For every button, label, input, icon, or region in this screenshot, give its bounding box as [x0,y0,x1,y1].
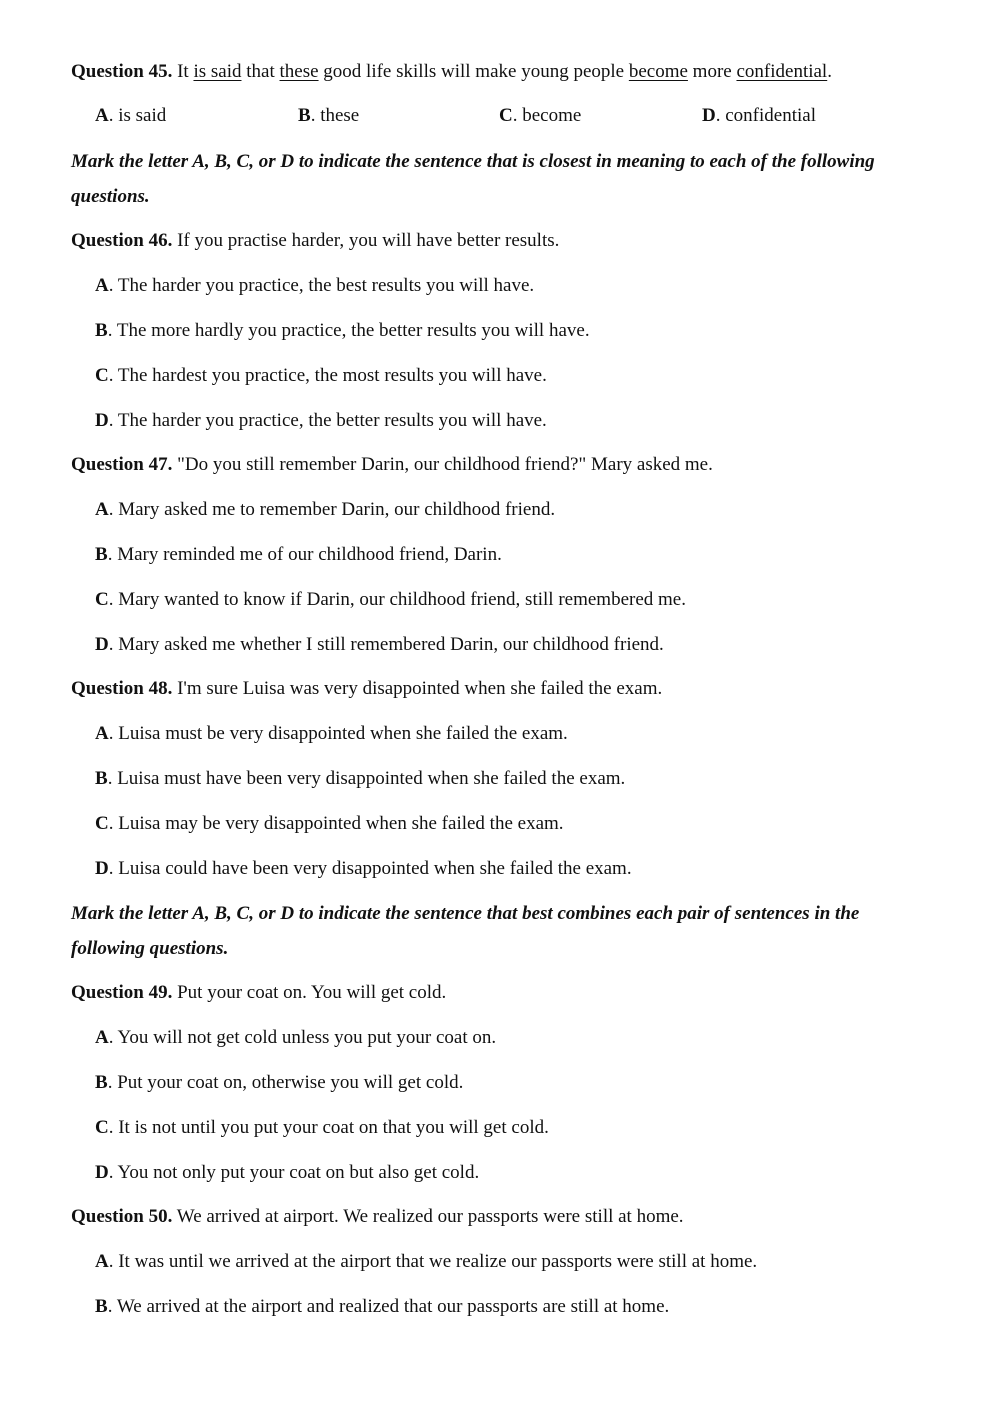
q46-option-b[interactable] [95,321,590,340]
q45-option-d-text: . confidential [715,105,816,126]
q46-option-c-text: . The hardest you practice, the most results you will have. [108,365,547,386]
question-45-label: Question 45. [71,61,173,82]
q46-option-a[interactable] [95,276,534,295]
q45-option-b-text: . these [310,105,360,126]
q48-option-b-letter: B [95,768,108,789]
q45-option-b[interactable] [298,106,359,125]
q47-option-b-text: . Mary reminded me of our childhood friend, Darin. [107,544,502,565]
q49-option-d-letter: D [95,1162,109,1183]
q45-option-a[interactable] [95,106,166,125]
q45-underlined-a: is said [193,61,242,82]
question-50 [71,1207,684,1226]
q48-option-a-letter: A [95,723,109,744]
q47-option-c-text: . Mary wanted to know if Darin, our childhood friend, still remembered me. [108,589,686,610]
q47-option-b[interactable] [95,545,502,564]
q50-option-b-text: . We arrived at the airport and realized that our passports are still at home. [107,1296,670,1317]
q46-option-a-text: . The harder you practice, the best results you will have. [108,275,535,296]
q48-option-b[interactable] [95,769,625,788]
q49-option-c-text: . It is not until you put your coat on that you will get cold. [108,1117,549,1138]
q50-option-a-text: . It was until we arrived at the airport that we realize our passports were still at home. [108,1251,758,1272]
q48-option-b-text: . Luisa must have been very disappointed when she failed the exam. [107,768,626,789]
q48-option-a-text: . Luisa must be very disappointed when she failed the exam. [108,723,568,744]
q50-option-b-letter: B [95,1296,108,1317]
q47-option-d-letter: D [95,634,109,655]
q48-option-d[interactable] [95,859,632,878]
q47-option-a-letter: A [95,499,109,520]
q47-option-b-letter: B [95,544,108,565]
q48-option-a[interactable] [95,724,568,743]
q46-option-d-text: . The harder you practice, the better results you will have. [108,410,547,431]
q48-option-c-text: . Luisa may be very disappointed when she failed the exam. [108,813,564,834]
question-48-label: Question 48. [71,678,173,699]
q46-option-a-letter: A [95,275,109,296]
q49-option-d[interactable] [95,1163,479,1182]
q49-option-c-letter: C [95,1117,109,1138]
question-46-stem: If you practise harder, you will have better results. [177,230,560,251]
question-47-stem: "Do you still remember Darin, our childhood friend?" Mary asked me. [177,454,713,475]
q46-option-b-letter: B [95,320,108,341]
question-48 [71,679,662,698]
q45-option-d[interactable] [702,106,816,125]
q46-option-d-letter: D [95,410,109,431]
question-46 [71,231,559,250]
q45-option-c-letter: C [499,105,513,126]
q45-option-a-text: . is said [108,105,167,126]
question-47 [71,455,713,474]
q47-option-a[interactable] [95,500,555,519]
instruction-1-line-2: questions. [71,186,150,207]
q49-option-d-text: . You not only put your coat on but also get cold. [108,1162,480,1183]
q45-underlined-b: these [279,61,319,82]
question-49 [71,983,446,1002]
q49-option-b-letter: B [95,1072,108,1093]
q48-option-d-letter: D [95,858,109,879]
question-46-label: Question 46. [71,230,173,251]
q49-option-a-text: . You will not get cold unless you put your coat on. [108,1027,497,1048]
q49-option-a[interactable] [95,1028,496,1047]
q45-option-a-letter: A [95,105,109,126]
q47-option-c[interactable] [95,590,686,609]
question-49-stem: Put your coat on. You will get cold. [177,982,447,1003]
q50-option-a-letter: A [95,1251,109,1272]
question-47-label: Question 47. [71,454,173,475]
q47-option-a-text: . Mary asked me to remember Darin, our childhood friend. [108,499,556,520]
q47-option-c-letter: C [95,589,109,610]
instruction-2-line-2: following questions. [71,938,229,959]
q45-period: . [827,61,832,82]
q49-option-b-text: . Put your coat on, otherwise you will get cold. [107,1072,464,1093]
q49-option-c[interactable] [95,1118,549,1137]
question-45 [71,62,832,81]
q45-underlined-d: confidential [736,61,828,82]
instruction-2-line-1: Mark the letter A, B, C, or D to indicate the sentence that best combines each pair of sentences in the [71,903,860,924]
q46-option-d[interactable] [95,411,547,430]
q48-option-c[interactable] [95,814,564,833]
q45-underlined-c: become [628,61,688,82]
q46-option-c-letter: C [95,365,109,386]
q46-option-b-text: . The more hardly you practice, the better results you will have. [107,320,590,341]
instruction-1-line-1: Mark the letter A, B, C, or D to indicate the sentence that is closest in meaning to each of the following [71,151,875,172]
question-49-label: Question 49. [71,982,173,1003]
q49-option-a-letter: A [95,1027,109,1048]
q45-part-7: more [692,61,732,82]
question-48-stem: I'm sure Luisa was very disappointed when she failed the exam. [177,678,663,699]
q45-option-c[interactable] [499,106,581,125]
q47-option-d[interactable] [95,635,664,654]
q47-option-d-text: . Mary asked me whether I still remembered Darin, our childhood friend. [108,634,664,655]
question-50-stem: We arrived at airport. We realized our passports were still at home. [176,1206,684,1227]
q45-part-5: good life skills will make young people [323,61,625,82]
q48-option-c-letter: C [95,813,109,834]
q46-option-c[interactable] [95,366,547,385]
q50-option-b[interactable] [95,1297,669,1316]
q48-option-d-text: . Luisa could have been very disappointed when she failed the exam. [108,858,632,879]
q45-option-b-letter: B [298,105,311,126]
q45-option-d-letter: D [702,105,716,126]
q49-option-b[interactable] [95,1073,463,1092]
question-45-options [95,106,975,128]
q50-option-a[interactable] [95,1252,757,1271]
q45-option-c-text: . become [512,105,582,126]
q45-part-3: that [246,61,275,82]
question-50-label: Question 50. [71,1206,173,1227]
q45-part-1: It [177,61,189,82]
